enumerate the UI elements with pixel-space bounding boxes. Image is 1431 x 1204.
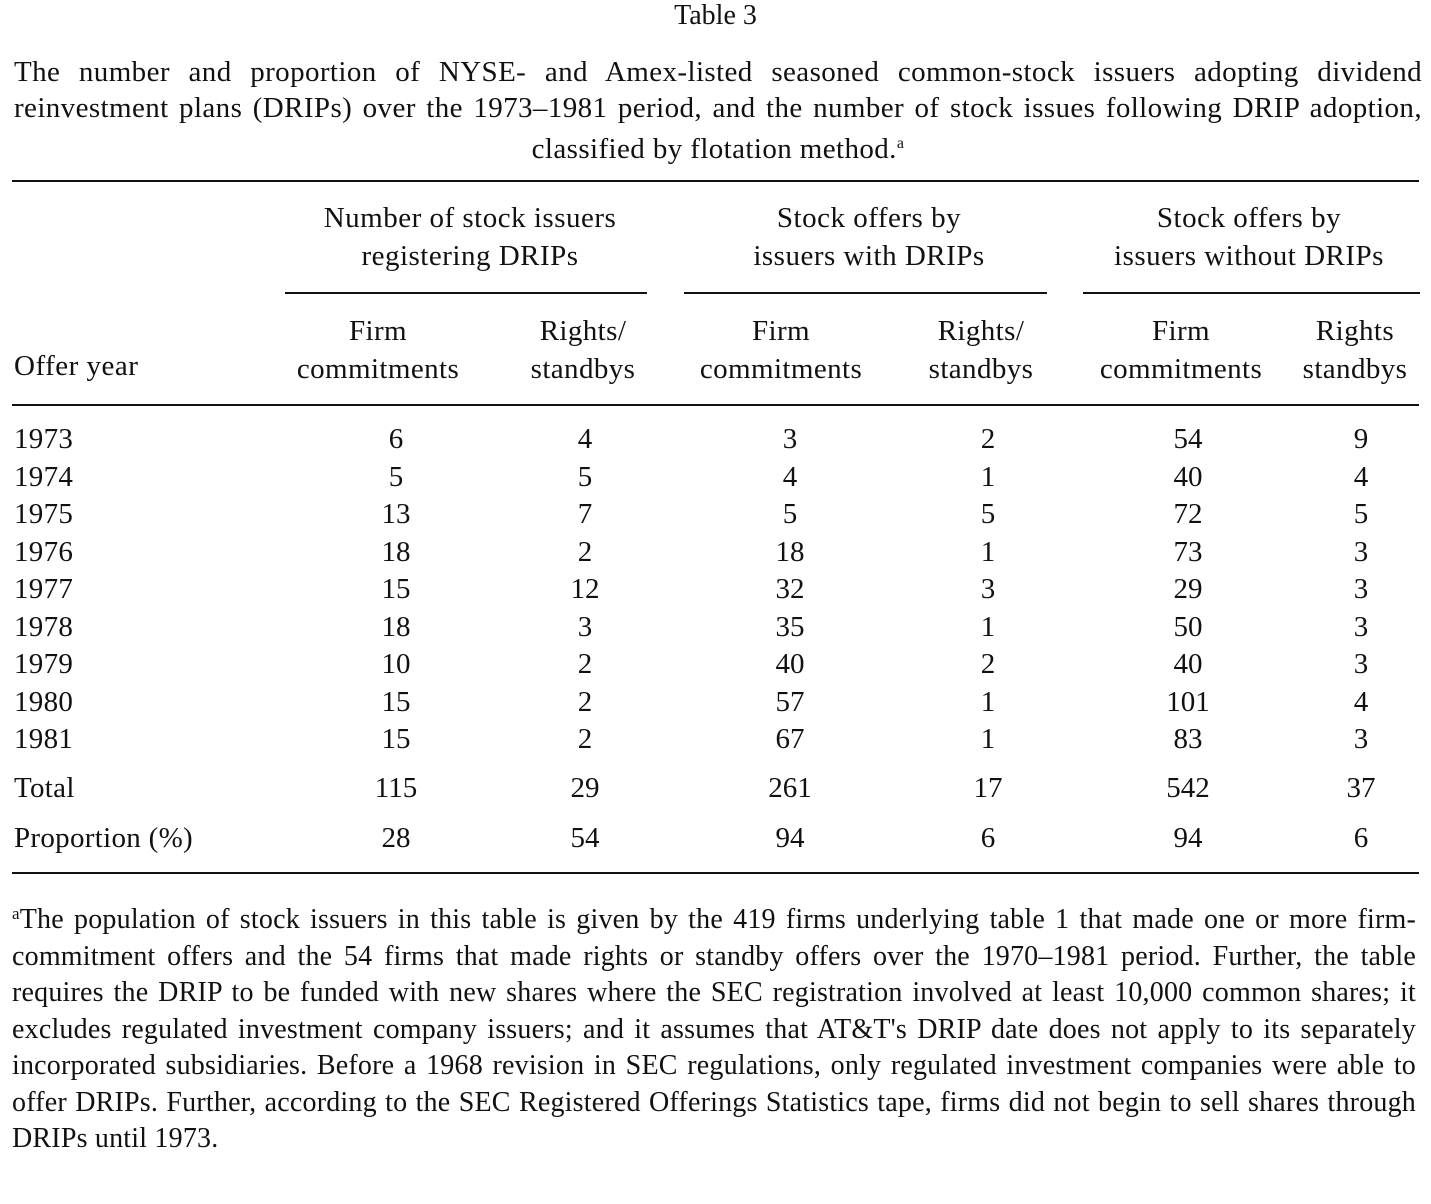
group-header-offers-without-drips: [1079, 199, 1419, 275]
table-cell: 5: [980, 498, 996, 530]
table-cell: 94: [775, 822, 805, 854]
table-cell: 4: [782, 461, 798, 493]
column-header-line1: Firm: [349, 315, 407, 347]
table-cell: 18: [381, 611, 411, 643]
table-cell: 3: [577, 611, 593, 643]
table-cell: 5: [388, 461, 404, 493]
table-cell: 4: [577, 423, 593, 455]
table-cell: 18: [775, 536, 805, 568]
table-cell: 94: [1173, 822, 1203, 854]
table-cell: 6: [980, 822, 996, 854]
table-cell: 3: [1353, 536, 1369, 568]
row-label: 1981: [14, 723, 74, 755]
group-header-line2: registering DRIPs: [361, 240, 579, 272]
table-cell: 15: [381, 686, 411, 718]
table-cell: 2: [980, 648, 996, 680]
table-cell: 12: [570, 573, 600, 605]
table-footnote: [12, 896, 1416, 1158]
table-cell: 40: [1173, 461, 1203, 493]
summary-row: [0, 772, 1431, 810]
summary-row: [0, 822, 1431, 860]
table-cell: 35: [775, 611, 805, 643]
table-cell: 3: [1353, 723, 1369, 755]
table-cell: 15: [381, 573, 411, 605]
group-header-line1: Stock offers by: [776, 202, 962, 234]
table-cell: 1: [980, 723, 996, 755]
group-header-line2: issuers without DRIPs: [1114, 240, 1384, 272]
column-header-3: [681, 312, 881, 388]
table-cell: 1: [980, 536, 996, 568]
table-cell: 54: [1173, 423, 1203, 455]
table-cell: 1: [980, 611, 996, 643]
column-header-1: [278, 312, 478, 388]
table-cell: 9: [1353, 423, 1369, 455]
table-cell: 13: [381, 498, 411, 530]
column-header-line2: commitments: [1099, 353, 1263, 385]
table-cell: 73: [1173, 536, 1203, 568]
table-row: [0, 498, 1431, 536]
caption-footnote-marker: a: [896, 135, 905, 152]
table-row: [0, 536, 1431, 574]
table-cell: 15: [381, 723, 411, 755]
table-row: [0, 423, 1431, 461]
column-header-line2: standbys: [530, 353, 636, 385]
table-cell: 6: [388, 423, 404, 455]
column-header-line2: commitments: [699, 353, 863, 385]
table-cell: 40: [775, 648, 805, 680]
group-underline-2: [684, 292, 1047, 294]
row-label: 1978: [14, 611, 74, 643]
group-underline-3: [1083, 292, 1420, 294]
column-header-2: [513, 312, 653, 388]
table-cell: 5: [577, 461, 593, 493]
column-header-line1: Firm: [752, 315, 810, 347]
column-header-6: [1286, 312, 1424, 388]
group-header-offers-with-drips: [684, 199, 1054, 275]
footnote-text: The population of stock issuers in this table is given by the 419 firms underlying table 1 that made one or more firm-commitment offers and the 54 firms that made rights or standby offers over the 1970–1981 period. Further, the table requires the DRIP to be funded with new shares where the SEC registration involved at least 10,000 common shares; it excludes regulated investment company issuers; and it assumes that AT&T's DRIP date does not apply to its separately incorporated subsidiaries. Before a 1968 revision in SEC regulations, only regulated investment companies were able to offer DRIPs. Further, according to the SEC Registered Offerings Statistics tape, firms did not begin to sell shares through DRIPs until 1973.: [12, 904, 1416, 1154]
table-cell: 2: [980, 423, 996, 455]
table-cell: 4: [1353, 461, 1369, 493]
table-cell: 6: [1353, 822, 1369, 854]
table-cell: 2: [577, 648, 593, 680]
table-number: Table 3: [674, 0, 757, 31]
column-header-line2: standbys: [1302, 353, 1408, 385]
table-cell: 40: [1173, 648, 1203, 680]
table-cell: 10: [381, 648, 411, 680]
table-cell: 7: [577, 498, 593, 530]
table-cell: 542: [1166, 772, 1210, 804]
table-cell: 17: [973, 772, 1003, 804]
table-row: [0, 648, 1431, 686]
row-label: 1975: [14, 498, 74, 530]
row-label: 1974: [14, 461, 74, 493]
table-cell: 2: [577, 723, 593, 755]
table-cell: 54: [570, 822, 600, 854]
footnote-marker: a: [12, 904, 20, 923]
group-header-drip-issuers: [282, 199, 658, 275]
table-bottom-rule: [12, 872, 1419, 874]
table-cell: 101: [1166, 686, 1210, 718]
row-label: 1976: [14, 536, 74, 568]
table-cell: 3: [782, 423, 798, 455]
table-cell: 3: [980, 573, 996, 605]
caption-text: The number and proportion of NYSE- and Amex-listed seasoned common-stock issuers adopting dividend reinvestment plans (DRIPs) over the 1973–1981 period, and the number of stock issues following DRIP adoption, classified by flotation method.: [14, 56, 1422, 165]
table-cell: 67: [775, 723, 805, 755]
table-cell: 37: [1346, 772, 1376, 804]
column-header-line2: standbys: [928, 353, 1034, 385]
table-cell: 3: [1353, 611, 1369, 643]
table-cell: 5: [782, 498, 798, 530]
table-cell: 50: [1173, 611, 1203, 643]
table-row: [0, 686, 1431, 724]
table-cell: 115: [374, 772, 418, 804]
table-row: [0, 723, 1431, 761]
row-label: 1977: [14, 573, 74, 605]
table-cell: 83: [1173, 723, 1203, 755]
table-top-rule: [12, 180, 1419, 182]
column-header-line2: commitments: [296, 353, 460, 385]
header-bottom-rule: [12, 404, 1419, 406]
column-header-line1: Rights: [1315, 315, 1395, 347]
table-cell: 1: [980, 686, 996, 718]
column-header-line1: Firm: [1152, 315, 1210, 347]
row-label: 1980: [14, 686, 74, 718]
column-header-line1: Rights/: [937, 315, 1025, 347]
table-cell: 57: [775, 686, 805, 718]
row-label: Total: [14, 772, 75, 804]
table-cell: 1: [980, 461, 996, 493]
table-cell: 32: [775, 573, 805, 605]
table-cell: 29: [570, 772, 600, 804]
table-caption: [14, 54, 1422, 167]
table-row: [0, 573, 1431, 611]
table-cell: 72: [1173, 498, 1203, 530]
column-header-line1: Rights/: [539, 315, 627, 347]
table-cell: 3: [1353, 648, 1369, 680]
table-cell: 2: [577, 536, 593, 568]
table-cell: 4: [1353, 686, 1369, 718]
row-label: Proportion (%): [14, 822, 193, 854]
table-cell: 5: [1353, 498, 1369, 530]
group-header-line1: Number of stock issuers: [323, 202, 617, 234]
table-row: [0, 461, 1431, 499]
table-cell: 3: [1353, 573, 1369, 605]
table-cell: 261: [768, 772, 812, 804]
column-header-5: [1081, 312, 1281, 388]
group-header-line1: Stock offers by: [1156, 202, 1342, 234]
table-cell: 2: [577, 686, 593, 718]
table-cell: 28: [381, 822, 411, 854]
row-label: 1973: [14, 423, 74, 455]
column-header-4: [911, 312, 1051, 388]
table-row: [0, 611, 1431, 649]
stub-header: Offer year: [14, 350, 139, 382]
group-underline-1: [285, 292, 647, 294]
table-cell: 18: [381, 536, 411, 568]
group-header-line2: issuers with DRIPs: [753, 240, 985, 272]
table-cell: 29: [1173, 573, 1203, 605]
row-label: 1979: [14, 648, 74, 680]
